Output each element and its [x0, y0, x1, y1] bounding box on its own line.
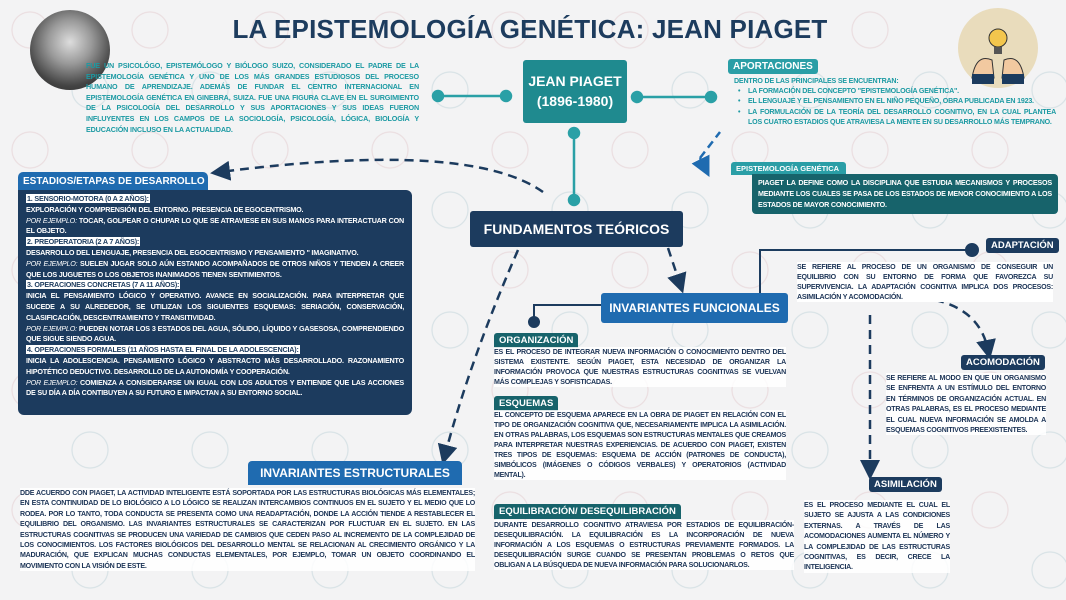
estadios-box [18, 190, 412, 415]
stage-2: 2. PREOPERATORIA (2 A 7 AÑOS): DESARROLLO DEL LENGUAJE, PRESENCIA DEL EGOCENTRISMO Y PENSAMIENTO '' IMAGINATIVO. POR EJEMPLO: SUELEN JUGAR SOLO AÚN ESTANDO ACOMPAÑADOS DE OTROS NIÑOS Y TIENDEN A CREER QUE LOS JUGUETES O LOS OBJETOS INANIMADOS TIENEN SENTIMIENTOS. [26, 237, 404, 279]
adaptacion-text: SE REFIERE AL PROCESO DE UN ORGANISMO DE CONSEGUIR UN EQUILIBRIO CON SU ENTORNO DE FORMA QUE FAVOREZCA SU SUPERVIVENCIA. LA ADAPTACIÓN COGNITIVA IMPLICA DOS PROCESOS: ASIMILACIÓN Y ACOMODACIÓN. [797, 263, 1053, 301]
esquemas-text: EL CONCEPTO DE ESQUEMA APARECE EN LA OBRA DE PIAGET EN RELACIÓN CON EL TIPO DE ORGANIZACIÓN COGNITIVA QUE, NECESARIAMENTE IMPLICA LA ASIMILACIÓN. EN OTRAS PALABRAS, LOS ESQUEMAS SON ESTRUCTURAS MENTALES QUE CREAMOS PARA INTERPRETAR NUESTRAS EXPERIENCIAS. DE ACUERDO CON PIAGET, EXISTEN TRES TIPOS DE ESQUEMAS: ESQUEMA DE ACCIÓN (PATRONES DE CONDUCTA), SIMBÓLICOS (IMÁGENES O CÓDIGOS VERBALES) Y OPERATORIOS (ACTIVIDAD MENTAL). [494, 411, 786, 479]
asimilacion-label: ASIMILACIÓN [869, 477, 942, 492]
stage-4: 4. OPERACIONES FORMALES (11 AÑOS HASTA EL FINAL DE LA ADOLESCENCIA): INICIA LA ADOLESCENCIA. PENSAMIENTO LÓGICO Y ABSTRACTO MÁS DESARROLLADO. RAZONAMIENTO HIPOTÉTICO DEDUCTIVO. DESARROLLO DE LA AUTONOMÍA Y COOPERACIÓN. POR EJEMPLO: COMIENZA A CONSIDERARSE UN IGUAL CON LOS ADULTOS Y ENTIENDE QUE LAS ACCIONES DE SU DÍA A DÍA CONTIBUYEN A SU FUTURO E IMPACTAN A SU ENTORNO SOCIAL. [26, 345, 404, 398]
organizacion-label: ORGANIZACIÓN [494, 333, 578, 348]
organizacion-text: ES EL PROCESO DE INTEGRAR NUEVA INFORMACIÓN O CONOCIMIENTO DENTRO DEL SISTEMA EXISTENTE. SEGÚN PIAGET, ESTA NECESIDAD DE ORGANIZAR LA INFORMACIÓN PROVOCA QUE NUESTRAS ESTRUCTURAS COGNITIVAS SE VUELVAN MÁS COMPLEJAS Y SOFISTICADAS. [494, 348, 786, 386]
center-name: JEAN PIAGET [528, 73, 622, 89]
aportaciones-list [734, 76, 1056, 127]
aportaciones-intro: DENTRO DE LAS PRINCIPALES SE ENCUENTRAN: [734, 77, 899, 85]
aportaciones-label: APORTACIONES [728, 59, 818, 74]
acomodacion-label: ACOMODACIÓN [961, 355, 1045, 370]
adaptacion-label: ADAPTACIÓN [986, 238, 1059, 253]
invariantes-estructurales-text: DDE ACUERDO CON PIAGET, LA ACTIVIDAD INTELIGENTE ESTÁ SOPORTADA POR LAS ESTRUCTURAS BIOLÓGICAS MÁS ELEMENTALES; EN ESTA CONTINUIDAD DE LO BIOLÓGICO A LO LÓGICO SE REALIZAN INTERCAMBIOS CONTINUOS EN EL SUJETO Y EL MEDIO QUE LO RODEA. POR LO TANTO, TODA CONDUCTA SE PRESENTA COMO UNA READAPTACIÓN, DONDE LA ACCIÓN TIENDE A RESTABLECER EL EQUILIBRIO DEL ORGANISMO. LAS INVARIANTES ESTRUCTURALES SE CARACTERIZAN POR FLUCTUAR EN EL SUJETO. EN LAS ESTRUCTURAS COGNITIVAS SE PRODUCEN UNA VARIEDAD DE CAMBIOS QUE CEDEN PASO AL INCREMENTO DE LA COMPLEJIDAD DE LOS CONOCIMIENTOS. LOS FACTORES BIOLÓGICOS DEL DESARROLLO MENTAL SE RELACIONAN AL CRECIMIENTO ORGÁNICO Y LA MADURACIÓN, QUE EXPLICAN MUCHAS CONDUCTAS ELEMENTALES, POR EJEMPLO, TOMAR UN OBJETO COORDINANDO EL MOVIMIENTO CON LA VISIÓN DE ESTE. [20, 489, 475, 570]
invariantes-funcionales-node: INVARIANTES FUNCIONALES [601, 293, 788, 323]
epistemologia-label: EPISTEMOLOGÍA GENÉTICA [731, 162, 846, 175]
acomodacion-text: SE REFIERE AL MODO EN QUE UN ORGANISMO SE ENFRENTA A UN ESTÍMULO DEL ENTORNO EN TÉRMINOS DE ORGANIZACIÓN ACTUAL. EN OTRAS PALABRAS, ES EL PROCESO MEDIANTE EL CUAL NUEVA INFORMACIÓN SE AMOLDA A ESQUEMAS COGNITIVOS PREEXISTENTES. [886, 374, 1046, 435]
stage-3: 3. OPERACIONES CONCRETAS (7 A 11 AÑOS): INICIA EL PENSAMIENTO LÓGICO Y OPERATIVO. AVANCE EN SOCIALIZACIÓN. PARA INTERPRETAR QUE SUCEDE A SU ALREDEDOR, SE UTILIZAN LOS SIGUIENTES ESQUEMAS: SERIACIÓN, CONSERVACIÓN, CLASIFICACIÓN, DESCENTRAMIENTO Y TRANSITIVIDAD. POR EJEMPLO: PUEDEN NOTAR LOS 3 ESTADOS DEL AGUA, SÓLIDO, LÍQUIDO Y GASESOSA, COMPRENDIENDO QUE SIGUE SIENDO AGUA. [26, 280, 404, 344]
fundamentos-node: FUNDAMENTOS TEÓRICOS [470, 211, 683, 247]
center-node-jean-piaget [523, 60, 627, 123]
bio-text: FUE UN PSICOLÓGO, EPISTEMÓLOGO Y BIÓLOGO SUIZO, CONSIDERADO EL PADRE DE LA EPISTEMOLOGÍA GENÉTICA Y UNO DE LOS MÁS GRANDES ESTUDIOSOS DEL PROCESO HUMANO DE APRENDIZAJE. ADEMÁS DE FUNDAR EL CENTRO INTERNACIONAL EN EPISTEMOLOGÍA GENÉTICA EN GINEBRA, SUIZA. FUE UNA FIGURA CLAVE EN EL SURGIMIENTO DE LA PSICOLOGÍA DEL DESARROLLO Y SUS APORTACIONES Y SUS IDEAS FUERON INFLUYENTES EN LOS CAMPOS DE LA SOCIOLOGÍA, PSICOLOGÍA, LÓGICA, BIOLOGÍA Y EDUCACIÓN INCLUSO EN LA ACTUALIDAD. [86, 61, 419, 134]
center-years: (1896-1980) [536, 93, 614, 109]
aportacion-item: • LA FORMULACIÓN DE LA TEORÍA DEL DESARROLLO COGNITIVO, EN LA CUAL PLANTEA LOS CUATRO ESTADIOS QUE ATRAVIESA LA MENTE EN SU DESARROLLO MÁS TEMPRANO. [748, 107, 1056, 127]
aportacion-item: • EL LENGUAJE Y EL PENSAMIENTO EN EL NIÑO PEQUEÑO, OBRA PUBLICADA EN 1923. [748, 96, 1056, 106]
esquemas-label: ESQUEMAS [494, 396, 558, 411]
epistemologia-box: PIAGET LA DEFINE COMO LA DISCIPLINA QUE ESTUDIA MECANISMOS Y PROCESOS MEDIANTE LOS CUALES SE PASA DE LOS ESTADOS DE MENOR CONOCIMIENTO A LOS ESTADOS DE MAYOR CONOCIMIENTO. [752, 174, 1058, 214]
invariantes-estructurales-label: INVARIANTES ESTRUCTURALES [248, 461, 462, 485]
page-title: LA EPISTEMOLOGÍA GENÉTICA: JEAN PIAGET [232, 14, 828, 44]
aportacion-item: • LA FORMACIÓN DEL CONCEPTO "EPISTEMOLOGÍA GENÉTICA". [748, 86, 1056, 96]
stage-1: 1. SENSORIO-MOTORA (0 A 2 AÑOS): EXPLORACIÓN Y COMPRENSIÓN DEL ENTORNO. PRESENCIA DE EGOCENTRISMO. POR EJEMPLO: TOCAR, GOLPEAR O CHUPAR LO QUE SE ATRAVIESE EN SUS MANOS PARA INTERACTUAR CON EL OBJETO. [26, 194, 404, 236]
estadios-label: ESTADIOS/ETAPAS DE DESARROLLO [18, 172, 208, 192]
equilibracion-text: DURANTE DESARROLLO COGNITIVO ATRAVIESA POR ESTADIOS DE EQUILIBRACIÓN-DESEQUILIBRACIÓN. LA EQUILIBRACIÓN ES LA INCORPORACIÓN DE NUEVA INFORMACIÓN A LOS ESQUEMAS O ESTRUCTURAS PREVIAMENTE FORMADOS. LA DESEQUILIBRACIÓN SURGE CUANDO SE PRESENTAN PROBLEMAS O RETOS QUE OBLIGAN A LA BÚSQUEDA DE NUEVA INFORMACIÓN PARA SOLUCIONARLOS. [494, 521, 794, 569]
equilibracion-label: EQUILIBRACIÓN/ DESEQUILIBRACIÓN [494, 504, 681, 519]
asimilacion-text: ES EL PROCESO MEDIANTE EL CUAL EL SUJETO SE AJUSTA A LAS CONDICIONES EXTERNAS. A TRAVÉS DE LAS ACOMODACIONES AUMENTA EL NÚMERO Y LA COMPLEJIDAD DE LAS ESTRUCTURAS COGNITIVAS, ES DECIR, CRECE LA INTELIGENCIA. [804, 501, 950, 572]
